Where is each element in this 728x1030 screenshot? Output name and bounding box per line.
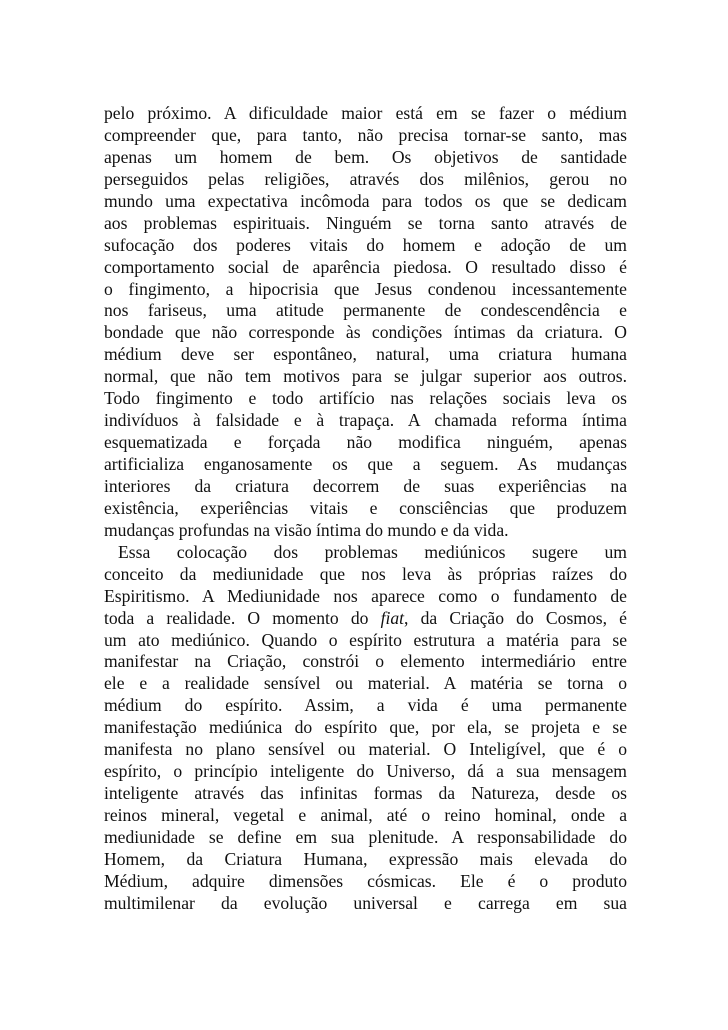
text-line: reinos mineral, vegetal e animal, até o reino hominal, onde a [104,805,627,825]
text-line: nos fariseus, uma atitude permanente de condescendência e [104,300,627,321]
text-line: o fingimento, a hipocrisia que Jesus condenou incessantemente [104,278,627,299]
paragraph-2 [104,542,627,915]
text-line: bondade que não corresponde às condições íntimas da criatura. O [104,322,627,343]
text-line: compreender que, para tanto, não precisa tornar-se santo, mas [104,124,627,145]
text-line: perseguidos pelas religiões, através dos milênios, gerou no [104,168,627,189]
text-line: pelo próximo. A dificuldade maior está em se fazer o médium [104,103,627,123]
text-segment: , da Criação do Cosmos, é [404,607,627,628]
text-line: manifesta no plano sensível ou material. O Inteligível, que é o [104,739,627,760]
text-line [104,608,627,630]
text-line: Médium, adquire dimensões cósmicas. Ele é o produto [104,870,627,891]
document-page [104,103,627,915]
text-line: interiores da criatura decorrem de suas experiências na [104,475,627,496]
text-line: mundo uma expectativa incômoda para todos os que se dedicam [104,190,627,211]
italic-term: fiat [380,607,405,628]
text-line: multimilenar da evolução universal e carrega em sua [104,892,627,913]
text-line: apenas um homem de bem. Os objetivos de santidade [104,146,627,167]
text-line: mediunidade se define em sua plenitude. A responsabilidade do [104,826,627,847]
text-segment: toda a realidade. O momento do [104,607,381,628]
text-line: conceito da mediunidade que nos leva às próprias raízes do [104,563,627,584]
text-line: indivíduos à falsidade e à trapaça. A chamada reforma íntima [104,410,627,431]
text-line: Espiritismo. A Mediunidade nos aparece como o fundamento de [104,585,627,606]
text-line: sufocação dos poderes vitais do homem e adoção de um [104,234,627,255]
text-line: médium deve ser espontâneo, natural, uma criatura humana [104,344,627,365]
text-line: um ato mediúnico. Quando o espírito estrutura a matéria para se [104,629,627,650]
text-line: médium do espírito. Assim, a vida é uma permanente [104,695,627,716]
text-line: aos problemas espirituais. Ninguém se torna santo através de [104,212,627,233]
text-line: Todo fingimento e todo artifício nas relações sociais leva os [104,388,627,409]
text-line: manifestar na Criação, constrói o elemento intermediário entre [104,651,627,672]
text-line: artificializa enganosamente os que a seguem. As mudanças [104,454,627,474]
text-line: esquematizada e forçada não modifica ninguém, apenas [104,432,627,453]
text-line: espírito, o princípio inteligente do Universo, dá a sua mensagem [104,761,627,782]
paragraph-1 [104,103,627,542]
text-line: mudanças profundas na visão íntima do mundo e da vida. [104,519,509,540]
text-line: existência, experiências vitais e consciências que produzem [104,497,627,518]
text-line: Homem, da Criatura Humana, expressão mais elevada do [104,848,627,869]
text-line: manifestação mediúnica do espírito que, por ela, se projeta e se [104,717,627,738]
text-line: inteligente através das infinitas formas da Natureza, desde os [104,783,627,804]
text-line: ele e a realidade sensível ou material. A matéria se torna o [104,673,627,694]
text-line: comportamento social de aparência piedosa. O resultado disso é [104,256,627,277]
text-line: Essa colocação dos problemas mediúnicos sugere um [118,541,627,562]
text-line: normal, que não tem motivos para se julgar superior aos outros. [104,366,627,387]
